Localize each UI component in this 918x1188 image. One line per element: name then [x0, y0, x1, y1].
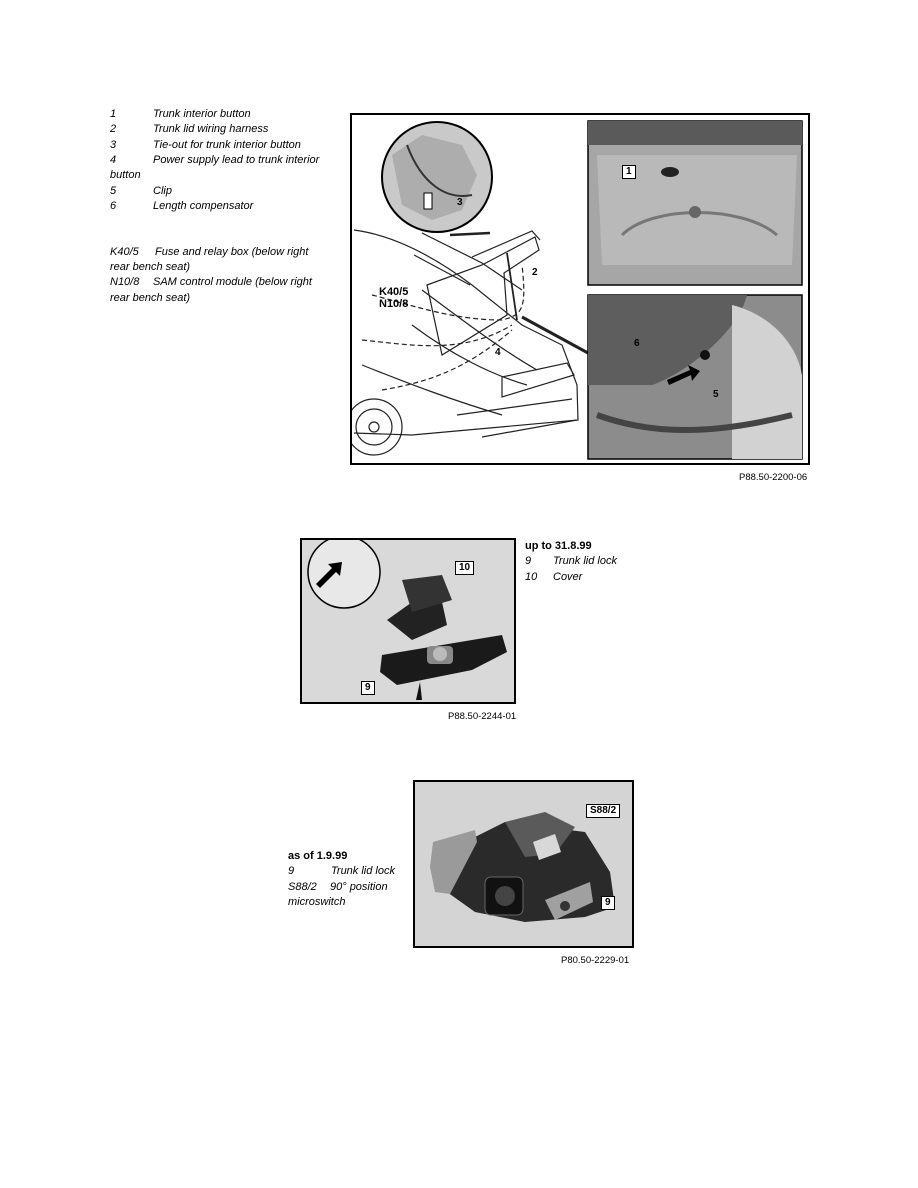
figure-caption: P88.50-2200-06 — [739, 472, 808, 483]
trunk-lock-illustration — [302, 540, 514, 702]
label-4: 4 — [495, 347, 501, 358]
section2-legend: up to 31.8.99 9 Trunk lid lock 10 Cover — [525, 540, 617, 583]
figure-caption: P80.50-2229-01 — [561, 955, 630, 966]
label-1: 1 — [622, 165, 636, 179]
figure-lock-new — [413, 780, 634, 948]
label-5: 5 — [713, 389, 719, 400]
label-9: 9 — [601, 896, 615, 910]
figure-caption: P88.50-2244-01 — [448, 711, 517, 722]
car-trunk-illustration — [352, 115, 808, 463]
label-n10-8: N10/8 — [379, 298, 409, 310]
figure-trunk-overview — [350, 113, 810, 465]
label-s88-2: S88/2 — [586, 804, 620, 818]
section3-legend: as of 1.9.99 9 Trunk lid lock S88/2 90° position microswitch — [288, 850, 395, 908]
section1-legend: 1 Trunk interior button 2 Trunk lid wiring harness 3 Tie-out for trunk interior button 4 Power supply lead to trunk interior button 5 Clip 6 Length compensator K40/5 Fuse and relay box (below right rear bench seat) N10/8 SAM control module (below right rear bench seat) — [110, 108, 320, 304]
section-heading: as of 1.9.99 — [288, 850, 348, 862]
label-6: 6 — [634, 338, 640, 349]
label-9: 9 — [361, 681, 375, 695]
label-k40-5: K40/5 — [379, 286, 409, 298]
label-3: 3 — [457, 197, 463, 208]
label-2: 2 — [532, 267, 538, 278]
section-heading: up to 31.8.99 — [525, 540, 592, 552]
figure-lock-old — [300, 538, 516, 704]
label-10: 10 — [455, 561, 474, 575]
